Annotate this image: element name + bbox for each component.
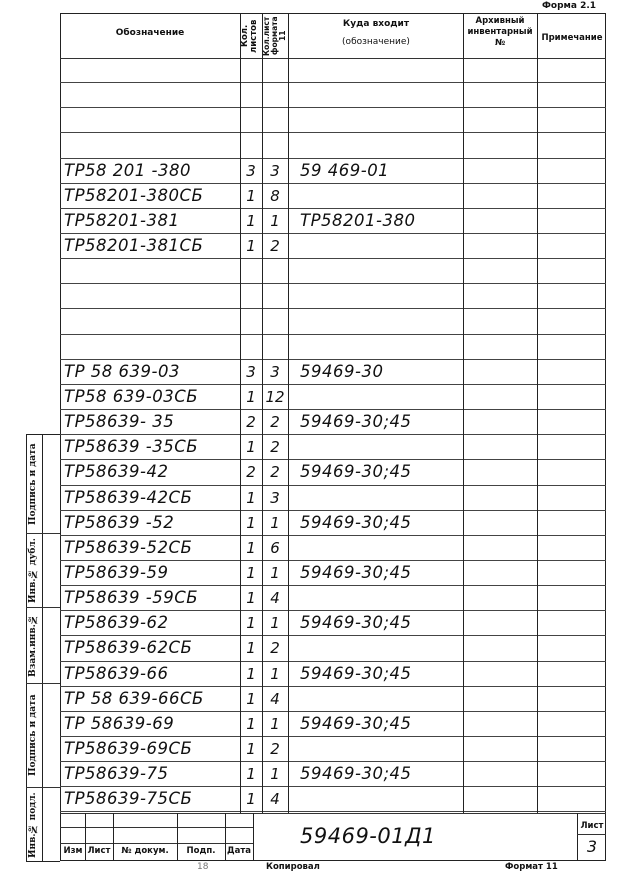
table-row <box>60 184 606 209</box>
cell-sheets: 1 <box>246 237 256 256</box>
table-row <box>60 737 606 762</box>
footer-format: Формат 11 <box>505 862 558 872</box>
cell-format-sheets: 2 <box>270 639 280 658</box>
table-row <box>60 561 606 586</box>
header-archive-line2: инвентарный <box>467 27 533 37</box>
cell-designation: ТР58639-75СБ <box>64 789 193 809</box>
cell-format-sheets: 8 <box>270 186 280 205</box>
footer-copied: Копировал <box>266 862 320 872</box>
table-row <box>60 460 606 485</box>
cell-sheets: 1 <box>246 564 256 582</box>
cell-sheets: 2 <box>246 413 256 432</box>
cell-format-sheets: 12 <box>265 387 285 406</box>
form-label: Форма 2.1 <box>542 1 597 11</box>
table-row <box>60 687 606 712</box>
table-row <box>60 712 606 737</box>
col-line-where <box>288 13 289 813</box>
footer-marks: 18 <box>197 862 209 872</box>
header-archive-line3: № <box>494 38 506 48</box>
cell-where: 59469-30;45 <box>300 764 412 784</box>
cell-sheets: 1 <box>246 790 256 809</box>
header-where-line2: (обозначение) <box>342 37 410 47</box>
header-sheets: Кол. листов <box>240 19 259 53</box>
title-block-top <box>60 813 606 814</box>
col-line-archive <box>463 13 464 813</box>
cell-sheets: 1 <box>246 538 256 557</box>
table-row <box>60 636 606 661</box>
table-row <box>60 611 606 636</box>
cell-designation: ТР 58639-69 <box>64 713 175 733</box>
cell-designation: ТР58639 -52 <box>64 512 175 532</box>
cell-format-sheets: 6 <box>270 538 280 557</box>
cell-designation: ТР58639-59 <box>64 563 169 582</box>
cell-sheets: 1 <box>246 438 256 457</box>
cell-designation: ТР58639-62 <box>64 613 169 633</box>
cell-format-sheets: 2 <box>270 463 280 482</box>
cell-designation: ТР58639 -59СБ <box>64 588 199 608</box>
table-row <box>60 385 606 410</box>
cell-format-sheets: 2 <box>270 438 280 457</box>
tb-data: Дата <box>227 846 251 856</box>
cell-sheets: 1 <box>246 186 256 205</box>
cell-designation: ТР58201-381 <box>64 210 180 230</box>
cell-format-sheets: 4 <box>270 589 280 608</box>
table-row <box>60 108 606 133</box>
table-row <box>60 586 606 611</box>
cell-sheets: 1 <box>246 614 256 633</box>
cell-designation: ТР58639-66 <box>64 663 169 683</box>
header-format-sheets-cell <box>262 14 288 58</box>
table-row <box>60 159 606 184</box>
table-row <box>60 435 606 460</box>
table-row <box>60 310 606 335</box>
cell-sheets: 1 <box>246 589 256 608</box>
cell-sheets: 1 <box>246 211 256 230</box>
table-row <box>60 662 606 687</box>
cell-where: 59 469-01 <box>300 160 390 180</box>
side-sep-3 <box>26 683 60 684</box>
table-row <box>60 259 606 284</box>
header-note: Примечание <box>541 33 603 43</box>
side-label-sign-date-2: Подпись и дата <box>28 694 38 777</box>
side-label-replace-inv: Взам.инв.№ <box>28 614 38 677</box>
header-archive-line1: Архивный <box>475 16 525 26</box>
table-row <box>60 58 606 83</box>
cell-designation: ТР58639-42СБ <box>64 487 193 507</box>
cell-format-sheets: 1 <box>270 614 280 633</box>
cell-where: 59469-30 <box>300 361 384 381</box>
cell-format-sheets: 1 <box>270 513 280 532</box>
col-line-note <box>537 13 538 813</box>
cell-format-sheets: 1 <box>270 765 280 784</box>
tb-list: Лист <box>87 846 111 856</box>
table-row <box>60 486 606 511</box>
cell-where: 59469-30;45 <box>300 613 412 633</box>
header-designation: Обозначение <box>115 28 185 38</box>
cell-where: 59469-30;45 <box>300 462 412 482</box>
cell-designation: ТР58639-42 <box>64 462 169 482</box>
cell-where: 59469-30;45 <box>300 512 412 532</box>
side-sep-2 <box>26 607 60 608</box>
tb-sheet-line <box>577 834 606 835</box>
table-row <box>60 762 606 787</box>
cell-sheets: 1 <box>246 689 256 708</box>
tb-sheet-number: 3 <box>586 837 598 856</box>
table-row <box>60 83 606 108</box>
table-row <box>60 284 606 309</box>
header-where-line1: Куда входит <box>342 19 410 29</box>
cell-sheets: 3 <box>246 161 256 180</box>
cell-format-sheets: 2 <box>270 413 280 432</box>
cell-format-sheets: 4 <box>270 689 280 708</box>
cell-designation: ТР58 639-03СБ <box>64 386 199 406</box>
cell-sheets: 1 <box>246 387 256 406</box>
cell-designation: ТР 58 639-66СБ <box>64 688 204 708</box>
cell-where: 59469-30;45 <box>300 713 412 733</box>
cell-format-sheets: 3 <box>270 488 280 507</box>
cell-where: 59469-30;45 <box>300 412 412 432</box>
cell-sheets: 1 <box>246 765 256 784</box>
cell-format-sheets: 4 <box>270 790 280 809</box>
cell-format-sheets: 1 <box>270 664 280 683</box>
cell-sheets: 2 <box>246 463 256 482</box>
cell-format-sheets: 2 <box>270 740 280 759</box>
cell-designation: ТР58201-380СБ <box>64 185 204 205</box>
table-row <box>60 360 606 385</box>
cell-sheets: 1 <box>246 639 256 658</box>
side-sep-4 <box>26 787 60 788</box>
cell-sheets: 1 <box>246 714 256 733</box>
header-format-sheets: Кол.лист формата 11 <box>262 16 287 56</box>
table-row <box>60 536 606 561</box>
table-row <box>60 209 606 234</box>
cell-designation: ТР58201-381СБ <box>64 236 204 256</box>
tb-doc-no: № докум. <box>121 846 169 856</box>
cell-sheets: 1 <box>246 488 256 507</box>
cell-sheets: 3 <box>246 362 256 381</box>
cell-designation: ТР58639-75 <box>64 764 169 784</box>
cell-sheets: 1 <box>246 513 256 532</box>
table-row <box>60 511 606 536</box>
side-label-dup-inv: Инв.№ дубл. <box>28 538 38 603</box>
col-line-format <box>262 13 263 813</box>
tb-izm: Изм <box>63 846 83 856</box>
cell-designation: ТР 58 639-03 <box>64 361 180 381</box>
col-line-sheets <box>240 13 241 813</box>
header-sheets-cell <box>240 14 262 58</box>
tb-podp: Подп. <box>186 846 216 856</box>
table-row <box>60 133 606 158</box>
table-row <box>60 234 606 259</box>
cell-format-sheets: 1 <box>270 714 280 733</box>
tb-sheet-label: Лист <box>580 821 604 831</box>
side-label-sign-date-1: Подпись и дата <box>28 443 38 525</box>
table-row <box>60 410 606 435</box>
cell-format-sheets: 3 <box>270 161 280 180</box>
cell-format-sheets: 2 <box>270 237 280 256</box>
header-archive <box>463 16 537 49</box>
cell-where: 59469-30;45 <box>300 563 412 582</box>
cell-designation: ТР58639-52СБ <box>64 537 193 557</box>
cell-format-sheets: 1 <box>270 211 280 230</box>
cell-designation: ТР58639-62СБ <box>64 638 193 658</box>
cell-designation: ТР58639 -35СБ <box>64 437 199 457</box>
cell-designation: ТР58639- 35 <box>64 412 175 432</box>
table-row <box>60 335 606 360</box>
cell-format-sheets: 1 <box>270 564 280 582</box>
cell-designation: ТР58 201 -380 <box>64 160 191 180</box>
cell-sheets: 1 <box>246 664 256 683</box>
cell-where: 59469-30;45 <box>300 663 412 683</box>
cell-where: ТР58201-380 <box>300 210 416 230</box>
side-label-orig-inv: Инв.№ подл. <box>28 792 38 858</box>
table-row <box>60 787 606 812</box>
cell-sheets: 1 <box>246 740 256 759</box>
side-stamp-inner <box>42 434 60 862</box>
tb-col-5 <box>253 813 254 861</box>
tb-document-code: 59469-01Д1 <box>300 824 436 848</box>
cell-format-sheets: 3 <box>270 362 280 381</box>
cell-designation: ТР58639-69СБ <box>64 739 193 759</box>
side-sep-1 <box>26 533 60 534</box>
